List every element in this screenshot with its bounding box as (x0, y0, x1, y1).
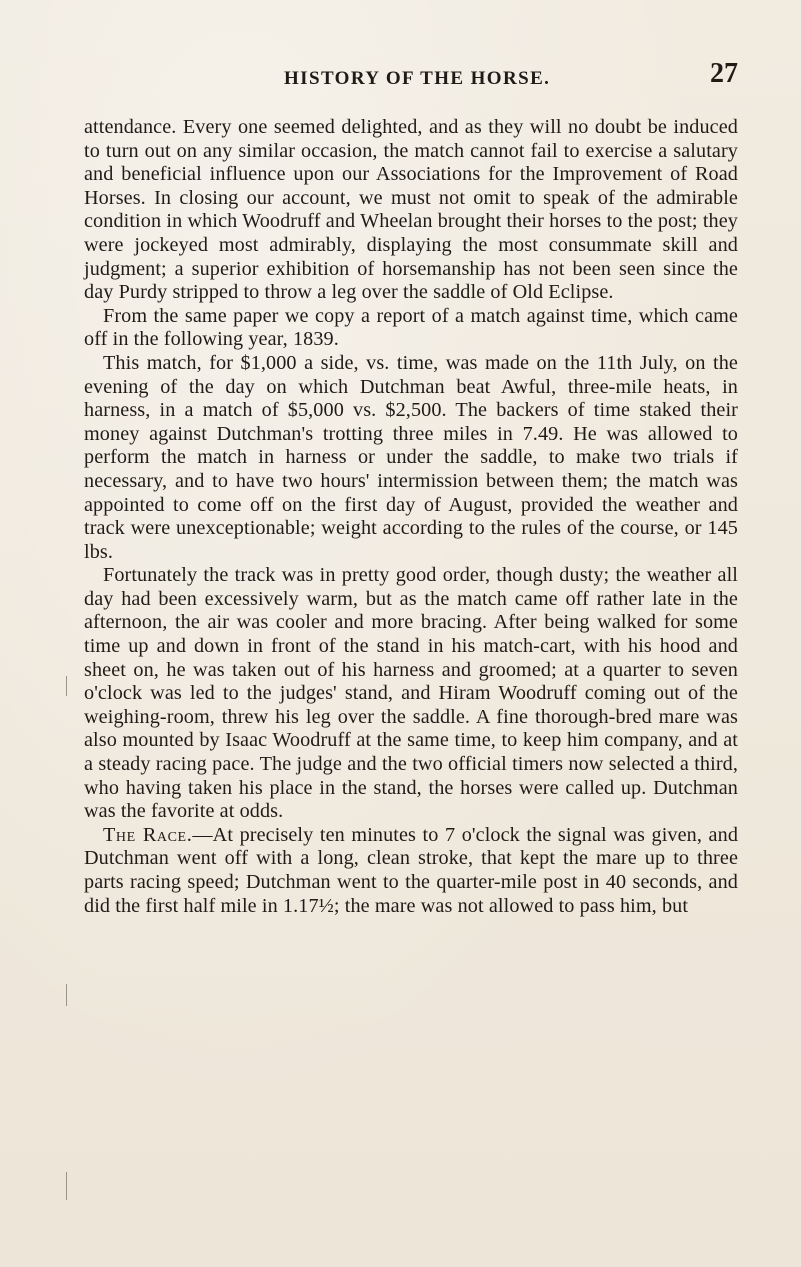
paragraph-5-text: —At precisely ten minutes to 7 o'clock the signal was given, and Dutchman went off with a long, clean stroke, that kept the mare up to three parts racing speed; Dutchman went to the quarter-mile post in 40 seconds, and did the first half mile in 1.17½; the mare was not allowed to pass him, but (84, 823, 739, 917)
paragraph-5 (84, 824, 738, 918)
body-text (84, 116, 738, 918)
section-lead-the-race: The Race. (103, 823, 193, 846)
page-number: 27 (710, 58, 738, 89)
margin-mark-2 (66, 984, 67, 1006)
paragraph-3: This match, for $1,000 a side, vs. time, was made on the 11th July, on the evening of the day on which Dutchman beat Awful, three-mile heats, in harness, in a match of $5,000 vs. $2,500. The backers of time staked their money against Dutchman's trotting three miles in 7.49. He was allowed to perform the match in harness or under the saddle, to make two trials if necessary, and to have two hours' intermission between them; the match was appointed to come off on the first day of August, provided the weather and track were unexceptionable; weight according to the rules of the course, or 145 lbs. (84, 351, 738, 563)
margin-mark-3 (66, 1172, 67, 1200)
margin-mark-1 (66, 676, 67, 696)
paragraph-4: Fortunately the track was in pretty good order, though dusty; the weather all day had been excessively warm, but as the match came off rather late in the afternoon, the air was cooler and more bracing. After being walked for some time up and down in front of the stand in his match-cart, with his hood and sheet on, he was taken out of his harness and groomed; at a quarter to seven o'clock was led to the judges' stand, and Hiram Woodruff coming out of the weighing-room, threw his leg over the saddle. A fine thorough-bred mare was also mounted by Isaac Woodruff at the same time, to keep him company, and at a steady racing pace. The judge and the two official timers now selected a third, who having taken his place in the stand, the horses were called up. Dutchman was the favorite at odds. (84, 564, 738, 823)
page-header (84, 58, 738, 104)
running-title: HISTORY OF THE HORSE. (284, 68, 551, 89)
paragraph-1: attendance. Every one seemed delighted, and as they will no doubt be induced to turn out on any similar occasion, the match cannot fail to exercise a salutary and beneficial influence upon our Associations for the Improvement of Road Horses. In closing our account, we must not omit to speak of the admirable condition in which Woodruff and Wheelan brought their horses to the post; they were jockeyed most admirably, displaying the most consummate skill and judgment; a superior exhibition of horsemanship has not been seen since the day Purdy stripped to throw a leg over the saddle of Old Eclipse. (84, 116, 738, 304)
paragraph-2: From the same paper we copy a report of a match against time, which came off in the following year, 1839. (84, 304, 738, 351)
